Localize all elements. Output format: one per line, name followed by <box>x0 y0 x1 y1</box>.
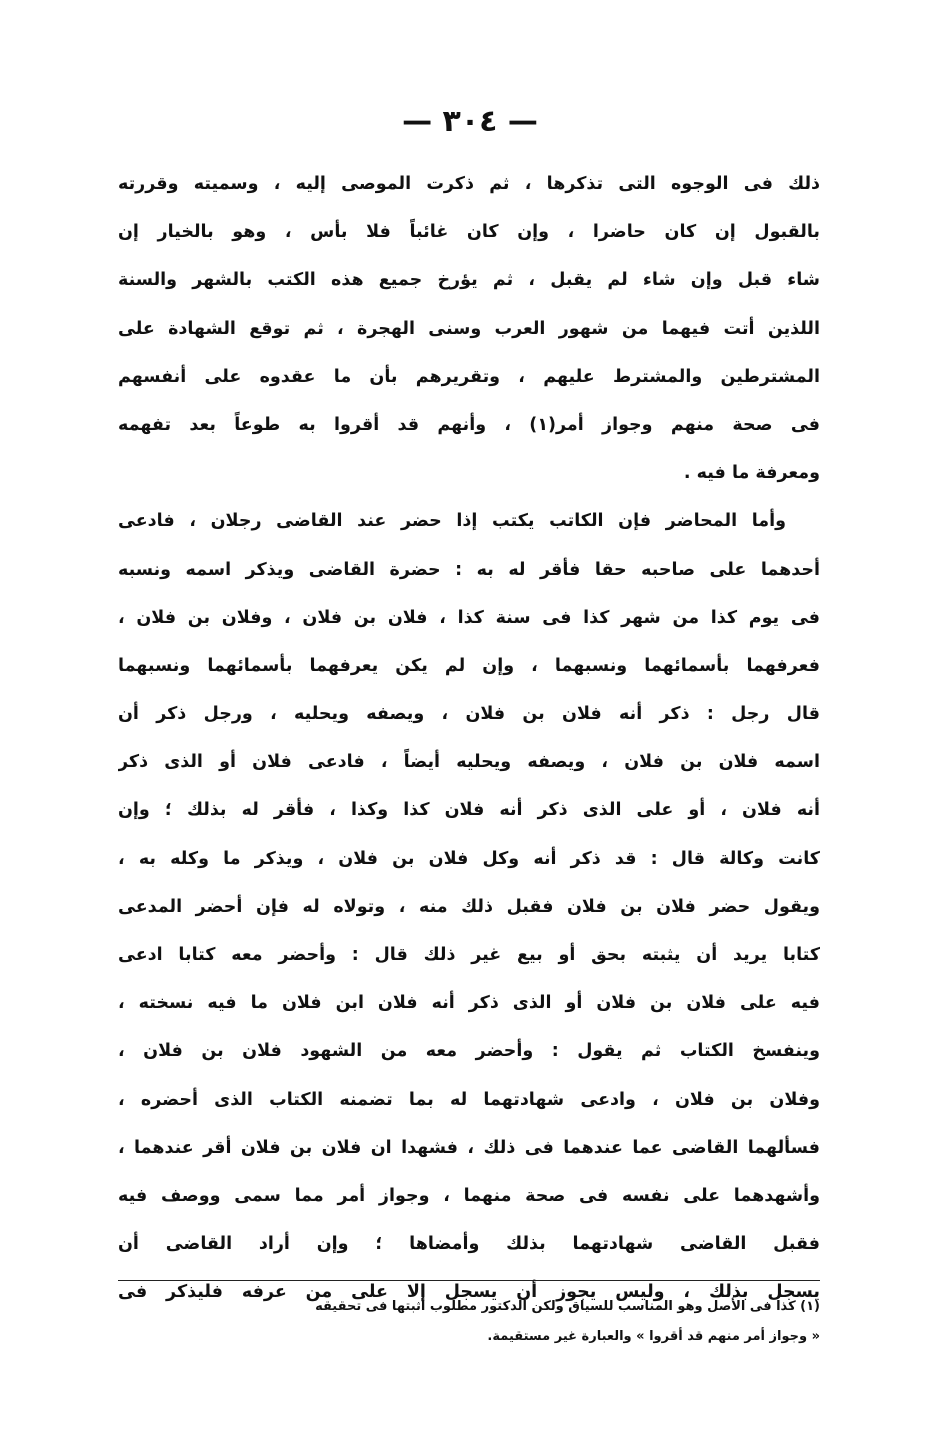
text-line: قال رجل : ذكر أنه فلان بن فلان ، ويصفه ويحليه ، ورجل ذكر أن <box>118 704 820 725</box>
page-number: — ٣٠٤ — <box>402 104 538 139</box>
text-line: كتابا يريد أن يثبته بحق أو بيع غير ذلك قال : وأحضر معه كتابا ادعى <box>118 945 820 965</box>
text-line: وأما المحاضر فإن الكاتب يكتب إذا حضر عند القاضى رجلان ، فادعى <box>118 511 786 532</box>
text-line: وينفسخ الكتاب ثم يقول : وأحضر معه من الشهود فلان بن فلان ، <box>118 1041 820 1062</box>
text-line: فعرفهما بأسمائهما ونسبهما ، وإن لم يكن يعرفهما بأسمائهما ونسبهما <box>118 655 820 676</box>
footnote-divider <box>118 1280 820 1281</box>
paragraph-1 <box>118 160 820 497</box>
text-line: وفلان بن فلان ، وادعى شهادتهما له بما تضمنه الكتاب الذى أحضره ، <box>118 1089 820 1110</box>
text-line: أحدهما على صاحبه حقا فأقر له به : حضرة القاضى ويذكر اسمه ونسبه <box>118 559 820 580</box>
text-line: اللذين أتت فيهما من شهور العرب وسنى الهجرة ، ثم توقع الشهادة على <box>118 318 820 339</box>
text-line: فسألهما القاضى عما عندهما فى ذلك ، فشهدا ان فلان بن فلان أقر عندهما ، <box>118 1137 820 1158</box>
text-line: ذلك فى الوجوه التى تذكرها ، ثم ذكرت الموصى إليه ، وسميته وقررته <box>118 174 820 194</box>
body-text <box>118 160 820 1317</box>
text-line: فيه على فلان بن فلان أو الذى ذكر أنه فلان ابن فلان ما فيه نسخته ، <box>118 993 820 1014</box>
text-line: يسجل بذلك ، وليس يجوز أن يسجل إلا على من عرفه فليذكر فى <box>118 1282 820 1303</box>
footnotes <box>118 1292 820 1352</box>
text-line: كانت وكالة قال : قد ذكر أنه وكل فلان بن فلان ، ويذكر ما وكله به ، <box>118 848 820 869</box>
paragraph-2 <box>118 497 820 1316</box>
text-line: شاء قبل وإن شاء لم يقبل ، ثم يؤرخ جميع هذه الكتب بالشهر والسنة <box>118 270 820 291</box>
footnote-line: (١) كذا فى الأصل وهو المناسب للسياق ولكن الدكتور مطلوب أثبتها فى تحقيقه <box>315 1299 820 1314</box>
text-line: فى صحة منهم وجواز أمر(١) ، وأنهم قد أقروا به طوعاً بعد تفهمه <box>118 414 820 435</box>
text-line: ويقول حضر فلان بن فلان فقبل ذلك منه ، وتولاه له فإن أحضر المدعى <box>118 896 820 917</box>
text-line: وأشهدهما على نفسه فى صحة منهما ، وجواز أمر مما سمى ووصف فيه <box>118 1185 820 1206</box>
text-line: فقبل القاضى شهادتهما بذلك وأمضاها ؛ وإن أراد القاضى أن <box>118 1234 820 1255</box>
text-line: أنه فلان ، أو على الذى ذكر أنه فلان كذا وكذا ، فأقر له بذلك ؛ وإن <box>118 800 820 821</box>
text-line: المشترطين والمشترط عليهم ، وتقريرهم بأن ما عقدوه على أنفسهم <box>118 366 820 387</box>
text-line: ومعرفة ما فيه . <box>683 463 820 484</box>
text-line: فى يوم كذا من شهر كذا فى سنة كذا ، فلان بن فلان ، وفلان بن فلان ، <box>118 607 820 628</box>
footnote-line: « وجواز أمر منهم قد أقروا » والعبارة غير مستقيمة. <box>487 1329 820 1344</box>
text-line: اسمه فلان بن فلان ، ويصفه ويحليه أيضاً ، فادعى فلان أو الذى ذكر <box>118 752 820 773</box>
text-line: بالقبول إن كان حاضرا ، وإن كان غائباً فلا بأس ، وهو بالخيار إن <box>118 222 820 243</box>
